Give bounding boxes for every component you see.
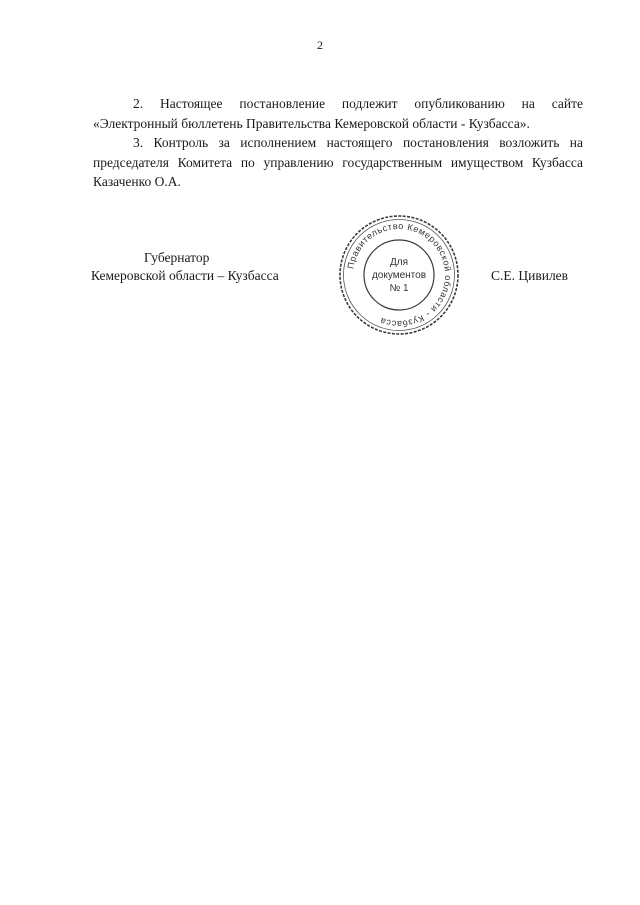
stamp-center-line3: № 1 [389,283,409,294]
page-number: 2 [317,38,323,52]
paragraph-publication: 2. Настоящее постановление подлежит опубликованию на сайте «Электронный бюллетень Правительства Кемеровской области - Кузбасса». [93,96,583,131]
stamp-center-line1: Для [389,257,409,268]
stamp-center-line2: документов [371,270,427,281]
signatory-title-line2: Кемеровской области – Кузбасса [91,268,279,283]
paragraph-control: 3. Контроль за исполнением настоящего постановления возложить на председателя Комитета по управлению государственным имуществом Кузбасса Казаченко О.А. [93,135,583,189]
official-stamp [337,213,461,337]
signatory-name: С.Е. Цивилев [491,268,569,283]
stamp-ring-text: Правительство Кемеровской области - Кузбасса [345,220,454,330]
signatory-title-line1: Губернатор [144,250,210,265]
